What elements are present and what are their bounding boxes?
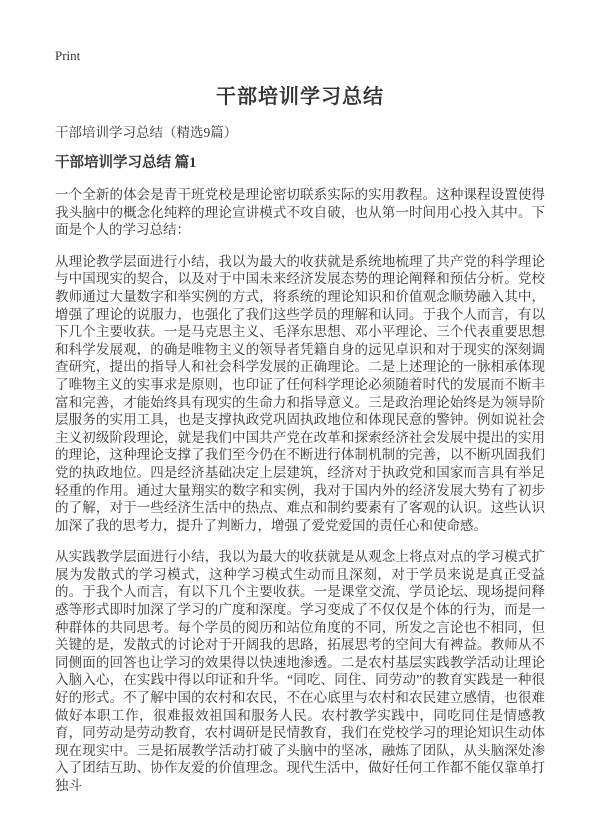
section-heading: 干部培训学习总结 篇1	[55, 155, 197, 171]
doc-subtitle: 干部培训学习总结（精选9篇）	[55, 125, 238, 140]
paragraph-intro: 一个全新的体会是青干班党校是理论密切联系实际的实用教程。这种课程设置使得我头脑中的概念化纯粹的理论宣讲模式不攻自破，也从第一时间用心投入其中。下面是个人的学习总结：	[55, 187, 545, 238]
page-title: 干部培训学习总结	[216, 86, 384, 108]
print-button[interactable]: Print	[55, 48, 81, 63]
paragraph-theory-summary: 从理论教学层面进行小结，我以为最大的收获就是系统地梳理了共产党的科学理论与中国现实的契合，以及对于中国未来经济发展态势的理论阐释和预估分析。党校教师通过大量数字和举实例的方式，将系统的理论知识和价值观念顺势融入其中，增强了理论的说服力，也强化了我们这些学员的理解和认同。于我个人而言，有以下几个主要收获。一是马克思主义、毛泽东思想、邓小平理论、三个代表重要思想和科学发展观，的确是唯物主义的领导者凭籍自身的远见卓识和对于现实的深刻调查研究，提出的指导人和社会科学发展的正确理论。二是上述理论的一脉相承体现了唯物主义的实事求是原则，也印证了任何科学理论必须随着时代的发展而不断丰富和完善，才能始终具有现实的生命力和指导意义。三是政治理论始终是为领导阶层服务的实用工具，也是支撑执政党巩固执政地位和体现民意的警钟。例如说社会主义初级阶段理论，就是我们中国共产党在改革和探索经济社会发展中提出的实用的理论，这种理论支撑了我们至今仍在不断进行体制机制的完善，以不断巩固我们党的执政地位。四是经济基础决定上层建筑，经济对于执政党和国家而言具有举足轻重的作用。通过大量翔实的数字和实例，我对于国内外的经济发展大势有了初步的了解，对于一些经济生活中的热点、难点和制约要素有了客观的认识。这些认识加深了我的思考力，提升了判断力，增强了爱党爱国的责任心和使命感。	[55, 253, 545, 533]
paragraph-practice-summary: 从实践教学层面进行小结，我以为最大的收获就是从观念上将点对点的学习模式扩展为发散式的学习模式，这种学习模式生动而且深刻，对于学员来说是真正受益的。于我个人而言，有以下几个主要收获。一是课堂交流、学员论坛、现场提问释惑等形式即时加深了学习的广度和深度。学习变成了不仅仅是个体的行为，而是一种群体的共同思考。每个学员的阅历和站位角度的不同，所发之言论也不相同，但关键的是，发散式的讨论对于开阔我的思路，拓展思考的空间大有裨益。教师从不同侧面的回答也让学习的效果得以快速地渗透。二是农村基层实践教学活动让理论入脑入心，在实践中得以印证和升华。“同吃、同住、同劳动”的教育实践是一种很好的形式。不了解中国的农村和农民，不在心底里与农村和农民建立感情，也很难做好本职工作，很难报效祖国和服务人民。农村教学实践中，同吃同住是情感教育，同劳动是劳动教育，农村调研是民情教育，我们在党校学习的理论知识生动体现在现实中。三是拓展教学活动打破了头脑中的坚冰，融炼了团队，从头脑深处渗入了团结互助、协作友爱的价值理念。现代生活中，做好任何工作都不能仅靠单打独斗	[55, 549, 545, 793]
